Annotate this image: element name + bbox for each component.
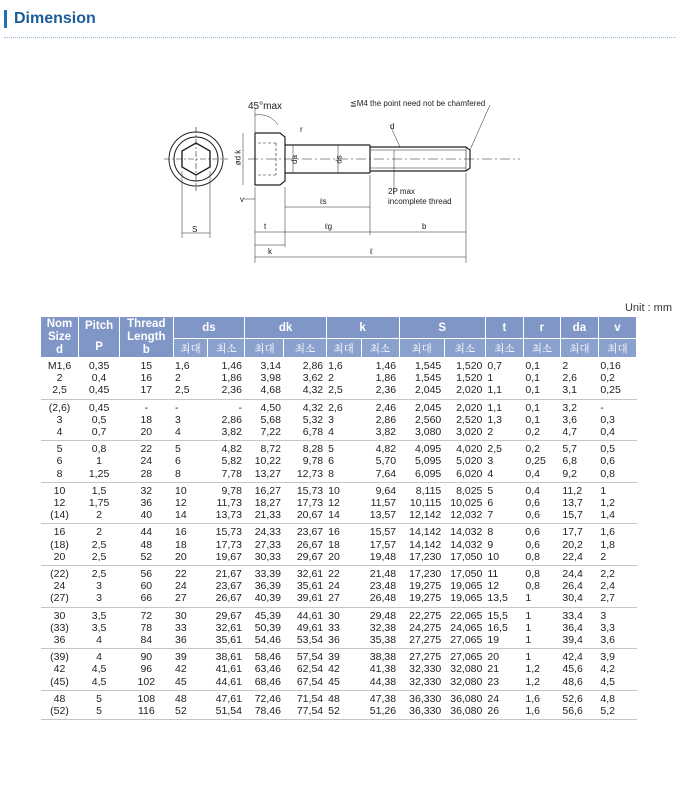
cell-b: 44 48 52: [120, 524, 173, 566]
header-k-min: 최소: [361, 339, 399, 358]
cell-k-min: 4,82 5,70 7,64: [361, 441, 399, 483]
header-accent-bar: [4, 10, 7, 28]
cell-k-max: 39 42 45: [326, 649, 361, 691]
cell-s-max: 22,275 24,275 27,275: [399, 607, 444, 649]
cell-v: 1 1,2 1,4: [598, 482, 636, 524]
table-row: [41, 358, 637, 400]
cell-dk-min: 8,28 9,78 12,73: [284, 441, 326, 483]
cell-da: 2 2,6 3,1: [560, 358, 598, 400]
cell-t: 20 21 23: [485, 649, 523, 691]
cell-da: 11,2 13,7 15,7: [560, 482, 598, 524]
cell-t: 24 26: [485, 690, 523, 719]
table-row: [41, 649, 637, 691]
cell-ds-max: 16 18 20: [173, 524, 208, 566]
bolt-drawing-svg: [160, 95, 530, 270]
cell-t: 15,5 16,5 19: [485, 607, 523, 649]
table-row: [41, 524, 637, 566]
cell-ds-max: 1,6 2 2,5: [173, 358, 208, 400]
cell-ds-min: 29,67 32,61 35,61: [208, 607, 245, 649]
cell-b: 56 60 66: [120, 566, 173, 608]
header-k-max: 최대: [326, 339, 361, 358]
header-da: da: [560, 317, 598, 339]
cell-k-max: 22 24 27: [326, 566, 361, 608]
label-v: v: [240, 195, 244, 204]
cell-v: 4,8 5,2: [598, 690, 636, 719]
header-s: S: [399, 317, 485, 339]
cell-b: 22 24 28: [120, 441, 173, 483]
cell-s-max: 1,545 1,545 2,045: [399, 358, 444, 400]
cell-dk-min: 44,61 49,61 53,54: [284, 607, 326, 649]
header-dk-max: 최대: [245, 339, 284, 358]
cell-da: 3,2 3,6 4,7: [560, 399, 598, 441]
dimension-table: [40, 316, 637, 720]
cell-d: (2,6) 3 4: [41, 399, 79, 441]
cell-k-max: 30 33 36: [326, 607, 361, 649]
table-row: [41, 441, 637, 483]
cell-ds-max: 48 52: [173, 690, 208, 719]
cell-da: 17,7 20,2 22,4: [560, 524, 598, 566]
cell-k-max: 2,6 3 4: [326, 399, 361, 441]
header-ds-min: 최소: [208, 339, 245, 358]
header-pitch: Pitch P: [79, 317, 120, 358]
cell-p: 3,5 3,5 4: [79, 607, 120, 649]
cell-ds-max: 30 33 36: [173, 607, 208, 649]
cell-k-max: 16 18 20: [326, 524, 361, 566]
unit-label: Unit : mm: [624, 302, 672, 314]
cell-dk-min: 15,73 17,73 20,67: [284, 482, 326, 524]
cell-t: 2,5 3 4: [485, 441, 523, 483]
label-l: ℓ: [370, 247, 373, 256]
table-row: [41, 566, 637, 608]
cell-v: 3,9 4,2 4,5: [598, 649, 636, 691]
cell-dk-max: 58,46 63,46 68,46: [245, 649, 284, 691]
header-v: v: [598, 317, 636, 339]
cell-s-max: 8,115 10,115 12,142: [399, 482, 444, 524]
cell-ds-max: - 3 4: [173, 399, 208, 441]
header-t: t: [485, 317, 523, 339]
cell-da: 24,4 26,4 30,4: [560, 566, 598, 608]
header-divider: [4, 37, 676, 38]
cell-t: 8 9 10: [485, 524, 523, 566]
cell-p: 0,45 0,5 0,7: [79, 399, 120, 441]
cell-ds-min: 38,61 41,61 44,61: [208, 649, 245, 691]
cell-s-min: 22,065 24,065 27,065: [444, 607, 485, 649]
cell-b: 72 78 84: [120, 607, 173, 649]
cell-p: 4 4,5 4,5: [79, 649, 120, 691]
label-t: t: [264, 222, 267, 231]
cell-k-min: 38,38 41,38 44,38: [361, 649, 399, 691]
bolt-side-view: [248, 133, 520, 185]
header-ds: ds: [173, 317, 245, 339]
cell-k-min: 47,38 51,26: [361, 690, 399, 719]
cell-d: M1,6 2 2,5: [41, 358, 79, 400]
cell-d: 16 (18) 20: [41, 524, 79, 566]
cell-b: 108 116: [120, 690, 173, 719]
cell-s-min: 36,080 36,080: [444, 690, 485, 719]
cell-ds-min: 1,46 1,86 2,36: [208, 358, 245, 400]
cell-t: 5 6 7: [485, 482, 523, 524]
cell-dk-min: 23,67 26,67 29,67: [284, 524, 326, 566]
header-dk: dk: [245, 317, 326, 339]
cell-s-min: 1,520 1,520 2,020: [444, 358, 485, 400]
cell-k-max: 10 12 14: [326, 482, 361, 524]
cell-b: 32 36 40: [120, 482, 173, 524]
thread-note-line1: 2P max: [388, 187, 415, 196]
bolt-technical-drawing: [160, 95, 530, 270]
cell-t: 0,7 1 1,1: [485, 358, 523, 400]
cell-dk-max: 8,72 10,22 13,27: [245, 441, 284, 483]
table-row: [41, 399, 637, 441]
label-r: r: [300, 125, 303, 134]
cell-p: 2 2,5 2,5: [79, 524, 120, 566]
cell-dk-max: 3,14 3,98 4,68: [245, 358, 284, 400]
cell-s-min: 8,025 10,025 12,032: [444, 482, 485, 524]
label-s: S: [192, 225, 198, 234]
cell-dk-min: 32,61 35,61 39,61: [284, 566, 326, 608]
cell-p: 0,35 0,4 0,45: [79, 358, 120, 400]
cell-v: 1,6 1,8 2: [598, 524, 636, 566]
cell-s-max: 2,045 2,560 3,080: [399, 399, 444, 441]
cell-s-max: 4,095 5,095 6,095: [399, 441, 444, 483]
cell-v: 2,2 2,4 2,7: [598, 566, 636, 608]
cell-d: (39) 42 (45): [41, 649, 79, 691]
header-s-min: 최소: [444, 339, 485, 358]
cell-b: 15 16 17: [120, 358, 173, 400]
label-lg: ℓg: [325, 222, 333, 231]
cell-s-min: 17,050 19,065 19,065: [444, 566, 485, 608]
table-row: [41, 482, 637, 524]
cell-dk-max: 45,39 50,39 54,46: [245, 607, 284, 649]
cell-r: 0,6 0,6 0,8: [523, 524, 560, 566]
cell-v: 3 3,3 3,6: [598, 607, 636, 649]
cell-s-max: 36,330 36,330: [399, 690, 444, 719]
cell-dk-min: 71,54 77,54: [284, 690, 326, 719]
cell-ds-max: 22 24 27: [173, 566, 208, 608]
cell-r: 1,6 1,6: [523, 690, 560, 719]
cell-r: 0,1 0,1 0,1: [523, 358, 560, 400]
header-t-min: 최소: [485, 339, 523, 358]
cell-p: 0,8 1 1,25: [79, 441, 120, 483]
label-k: k: [268, 247, 272, 256]
header-dk-min: 최소: [284, 339, 326, 358]
cell-r: 0,8 0,8 1: [523, 566, 560, 608]
header-v-max: 최대: [598, 339, 636, 358]
cell-k-max: 1,6 2 2,5: [326, 358, 361, 400]
cell-k-min: 21,48 23,48 26,48: [361, 566, 399, 608]
cell-s-min: 27,065 32,080 32,080: [444, 649, 485, 691]
cell-dk-max: 33,39 36,39 40,39: [245, 566, 284, 608]
cell-k-min: 2,46 2,86 3,82: [361, 399, 399, 441]
cell-k-min: 15,57 17,57 19,48: [361, 524, 399, 566]
label-b: b: [422, 222, 427, 231]
chamfer-note: ≦M4 the point need not be chamfered: [350, 99, 486, 108]
cell-ds-min: 4,82 5,82 7,78: [208, 441, 245, 483]
cell-p: 5 5: [79, 690, 120, 719]
cell-v: 0,5 0,6 0,8: [598, 441, 636, 483]
label-dk: ød k: [233, 149, 243, 166]
cell-da: 42,4 45,6 48,6: [560, 649, 598, 691]
cell-k-min: 9,64 11,57 13,57: [361, 482, 399, 524]
cell-dk-min: 4,32 5,32 6,78: [284, 399, 326, 441]
cell-ds-min: - 2,86 3,82: [208, 399, 245, 441]
cell-r: 0,2 0,25 0,4: [523, 441, 560, 483]
table-row: [41, 607, 637, 649]
cell-da: 52,6 56,6: [560, 690, 598, 719]
cell-t: 1,1 1,3 2: [485, 399, 523, 441]
cell-dk-max: 4,50 5,68 7,22: [245, 399, 284, 441]
cell-dk-max: 24,33 27,33 30,33: [245, 524, 284, 566]
label-ds: ds: [334, 155, 344, 164]
cell-t: 11 12 13,5: [485, 566, 523, 608]
cell-s-max: 27,275 32,330 32,330: [399, 649, 444, 691]
cell-s-min: 4,020 5,020 6,020: [444, 441, 485, 483]
cell-dk-min: 2,86 3,62 4,32: [284, 358, 326, 400]
cell-ds-min: 9,78 11,73 13,73: [208, 482, 245, 524]
cell-r: 1 1,2 1,2: [523, 649, 560, 691]
cell-s-min: 2,020 2,520 3,020: [444, 399, 485, 441]
cell-r: 0,1 0,1 0,2: [523, 399, 560, 441]
cell-da: 5,7 6,8 9,2: [560, 441, 598, 483]
dimension-lines: [243, 105, 490, 263]
cell-d: 5 6 8: [41, 441, 79, 483]
table-row: [41, 690, 637, 719]
header-r-min: 최소: [523, 339, 560, 358]
header-da-max: 최대: [560, 339, 598, 358]
header-k: k: [326, 317, 399, 339]
cell-k-max: 5 6 8: [326, 441, 361, 483]
label-da: da: [289, 155, 299, 164]
head-end-view: [164, 127, 228, 238]
cell-s-max: 14,142 14,142 17,230: [399, 524, 444, 566]
header-thread-length: Thread Length b: [120, 317, 173, 358]
cell-d: 48 (52): [41, 690, 79, 719]
label-d: d: [390, 122, 395, 131]
cell-p: 2,5 3 3: [79, 566, 120, 608]
angle-label: 45°max: [248, 101, 283, 112]
cell-ds-max: 5 6 8: [173, 441, 208, 483]
cell-k-min: 1,46 1,86 2,36: [361, 358, 399, 400]
cell-p: 1,5 1,75 2: [79, 482, 120, 524]
cell-r: 0,4 0,6 0,6: [523, 482, 560, 524]
cell-d: 30 (33) 36: [41, 607, 79, 649]
cell-ds-min: 15,73 17,73 19,67: [208, 524, 245, 566]
cell-ds-min: 21,67 23,67 26,67: [208, 566, 245, 608]
cell-ds-max: 10 12 14: [173, 482, 208, 524]
cell-v: 0,16 0,2 0,25: [598, 358, 636, 400]
cell-s-min: 14,032 14,032 17,050: [444, 524, 485, 566]
cell-d: (22) 24 (27): [41, 566, 79, 608]
page-title: Dimension: [14, 10, 96, 27]
cell-s-max: 17,230 19,275 19,275: [399, 566, 444, 608]
label-ls: ℓs: [320, 197, 327, 206]
header-ds-max: 최대: [173, 339, 208, 358]
cell-k-min: 29,48 32,38 35,38: [361, 607, 399, 649]
section-header: [0, 0, 680, 40]
cell-dk-max: 16,27 18,27 21,33: [245, 482, 284, 524]
cell-da: 33,4 36,4 39,4: [560, 607, 598, 649]
cell-dk-max: 72,46 78,46: [245, 690, 284, 719]
header-r: r: [523, 317, 560, 339]
table-body: [41, 358, 637, 720]
cell-b: - 18 20: [120, 399, 173, 441]
header-nom-size: Nom Size d: [41, 317, 79, 358]
cell-dk-min: 57,54 62,54 67,54: [284, 649, 326, 691]
cell-ds-min: 47,61 51,54: [208, 690, 245, 719]
thread-note-line2: incomplete thread: [388, 197, 452, 206]
cell-r: 1 1 1: [523, 607, 560, 649]
cell-d: 10 12 (14): [41, 482, 79, 524]
header-s-max: 최대: [399, 339, 444, 358]
cell-ds-max: 39 42 45: [173, 649, 208, 691]
cell-b: 90 96 102: [120, 649, 173, 691]
cell-k-max: 48 52: [326, 690, 361, 719]
cell-v: - 0,3 0,4: [598, 399, 636, 441]
